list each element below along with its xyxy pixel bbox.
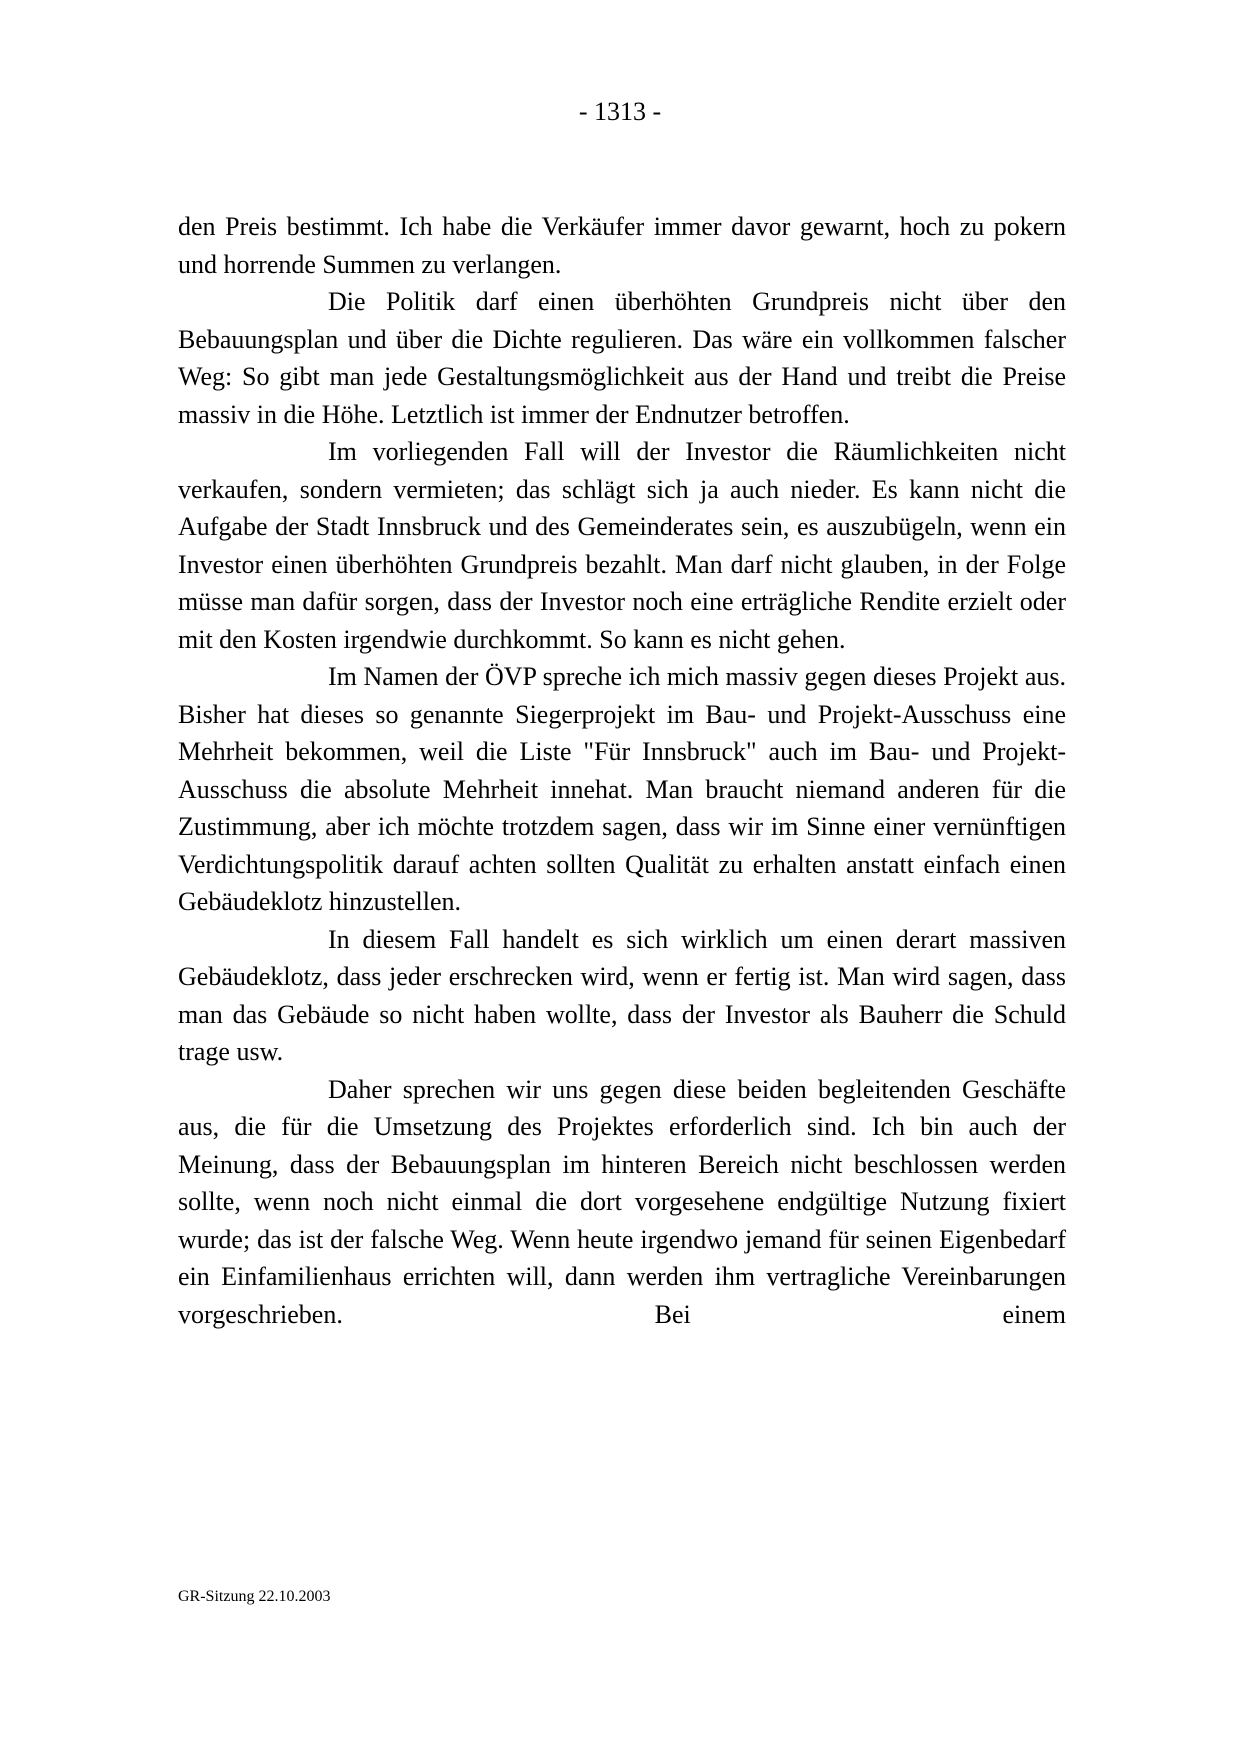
document-body bbox=[178, 208, 1066, 1333]
paragraph: Die Politik darf einen überhöhten Grundpreis nicht über den Bebauungsplan und über die Dichte regulieren. Das wäre ein vollkommen falscher Weg: So gibt man jede Gestaltungsmöglichkeit aus der Hand und treibt die Preise massiv in die Höhe. Letztlich ist immer der Endnutzer betroffen. bbox=[178, 287, 1066, 429]
paragraph: In diesem Fall handelt es sich wirklich um einen derart massiven Gebäudeklotz, dass jeder erschrecken wird, wenn er fertig ist. Man wird sagen, dass man das Gebäude so nicht haben wollte, dass der Investor als Bauherr die Schuld trage usw. bbox=[178, 924, 1066, 1066]
page-number: - 1313 - bbox=[578, 97, 662, 126]
footer-session-date: GR-Sitzung 22.10.2003 bbox=[178, 1588, 331, 1605]
paragraph: Im vorliegenden Fall will der Investor die Räumlichkeiten nicht verkaufen, sondern vermieten; das schlägt sich ja auch nieder. Es kann nicht die Aufgabe der Stadt Innsbruck und des Gemeinderates sein, es auszubügeln, wenn ein Investor einen überhöhten Grundpreis bezahlt. Man darf nicht glauben, in der Folge müsse man dafür sorgen, dass der Investor noch eine erträgliche Rendite erzielt oder mit den Kosten irgendwie durchkommt. So kann es nicht gehen. bbox=[178, 437, 1066, 654]
paragraph: Daher sprechen wir uns gegen diese beiden begleitenden Geschäfte aus, die für die Umsetzung des Projektes erforderlich sind. Ich bin auch der Meinung, dass der Bebauungsplan im hinteren Bereich nicht beschlossen werden sollte, wenn noch nicht einmal die dort vorgesehene endgültige Nutzung fixiert wurde; das ist der falsche Weg. Wenn heute irgendwo jemand für seinen Eigenbedarf ein Einfamilienhaus errichten will, dann werden ihm vertragliche Vereinbarungen vorgeschrieben. Bei einem bbox=[178, 1074, 1066, 1329]
paragraph: Im Namen der ÖVP spreche ich mich massiv gegen dieses Projekt aus. Bisher hat dieses so genannte Siegerprojekt im Bau- und Projekt-Ausschuss eine Mehrheit bekommen, weil die Liste "Für Innsbruck" auch im Bau- und Projekt-Ausschuss die absolute Mehrheit innehat. Man braucht niemand anderen für die Zustimmung, aber ich möchte trotzdem sagen, dass wir im Sinne einer vernünftigen Verdichtungspolitik darauf achten sollten Qualität zu erhalten anstatt einfach einen Gebäudeklotz hinzustellen. bbox=[178, 662, 1066, 916]
paragraph: den Preis bestimmt. Ich habe die Verkäufer immer davor gewarnt, hoch zu pokern und horrende Summen zu verlangen. bbox=[178, 212, 1066, 279]
